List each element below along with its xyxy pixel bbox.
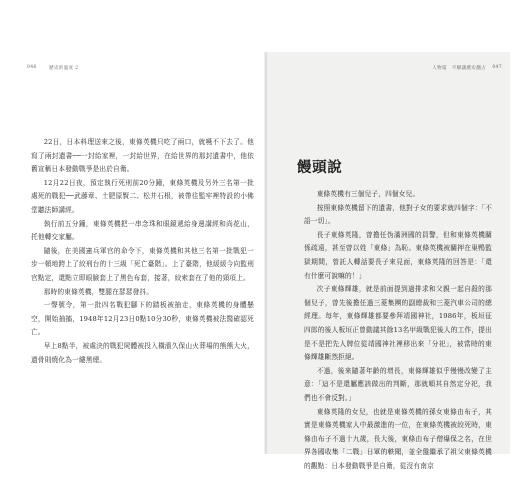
- left-paragraph: 早上8點半，被處決的戰犯屍體被投入橫濱久保山火葬場的熊熊大火，遺骨則燒化為一縷黑煙。: [31, 341, 254, 364]
- right-paragraph: 東條英機有三個兒子，四個女兒。: [316, 190, 420, 198]
- left-running-title: 歷史的溫度 2: [49, 66, 79, 71]
- right-paragraph: 東條英隆的女兒，也就是東條英機的孫女東條由布子，其實是東條英機家人中最激進的一位，在東條英機被絞死時，東條由布子不過十九歲，長大後，東條由布子僧爆保之名，在世界各國收集「二戰」日軍的軼聞，並全盤繼承了祖父東條英機的觀點：日本發動戰爭是自衛，從沒有南京: [304, 407, 492, 470]
- left-body-text: [31, 136, 254, 367]
- right-body-text: [304, 188, 492, 473]
- left-paragraph: 執行前五分鐘，東條英機把一串念珠和眼鏡遞給身邊講經和尚花山，托他轉交家屬。: [31, 219, 254, 242]
- left-page-number: 046: [27, 65, 37, 70]
- left-paragraph: 22日，日本料理送來之後，東條英機只吃了兩口，就嚥不下去了。他寫了兩封遺書──一封給家裡，一封給世界，在給世界的那封遺書中，他依舊宣稱日本發動戰爭是出於自衛。: [31, 138, 254, 174]
- left-paragraph: 那時的東條英機，雙腿在瑟瑟發抖。: [43, 287, 154, 296]
- section-heading: 饅頭說: [297, 159, 343, 176]
- right-paragraph: 不過，後來隨著年齡的增長，東條輝雄似乎慢慢改變了主意：「這不是還屬應該做出的判斷，那就順其自然定分祀，我們也不會反對。」: [304, 366, 492, 402]
- right-paragraph: 長子東條英隆，曾擔任伪滿洲國的員警，但和東條英機關係疏遠，甚至曾以姓「東條」為恥。東條英機被關押在巢鴨監獄期間，曾託人轉話要長子來見面，東條英隆的回答是：「還有什麼可說嘛的！」: [304, 230, 492, 280]
- right-paragraph: 按照東條英機留下的遺書，他對子女的要求就四個字：「不語一切」。: [304, 203, 492, 226]
- right-page-number: 047: [492, 65, 502, 70]
- left-paragraph: 隨後，在美國憲兵軍官的命令下，東條英機和其他三名第一批戰犯一步一頓地跨上了絞刑台的十三級「死亡臺階」。上了臺階，他緩緩今向監刑官點定，還點立即眼臉套上了黑色布套，接著，絞索套在了他的頸項上。: [31, 246, 254, 282]
- left-paragraph: 12月22日夜，預定執行死刑前20分鐘，東條英機及另外三名第一批處死的戰犯──武藤章、土肥原賢二、松井石根，被帶往監牢裡特設的小佛堂聽法師講經。: [31, 178, 254, 214]
- right-page: [267, 52, 510, 470]
- left-page: [15, 52, 265, 454]
- left-paragraph: 一聲號令，第一批四名戰犯腳下的踏板被抽走，東條英機的身體懸空，開始抽搐，1948年12月23日0點10分30秒，東條英機被法醫確認死亡。: [31, 301, 254, 337]
- right-paragraph: 次子東條輝雄，就是前面提到過排求和父親一起自殺的那個兒子，曾先後擔任過三菱集團的副總裁和三菱汽車公司的總經理。每年，東條輝雄都要參拜靖國神社，1986年，板垣征四郎的後人板垣正曾動議其餘13名甲級戰犯後人的工作，提出是不是把先人牌位從靖國神社裡移出來「分祀」，被當時的東條輝雄斷然拒絕。: [304, 285, 492, 362]
- right-running-title: 人物篇 不願讓歷史翻占: [432, 66, 486, 71]
- book-spread: [15, 52, 510, 470]
